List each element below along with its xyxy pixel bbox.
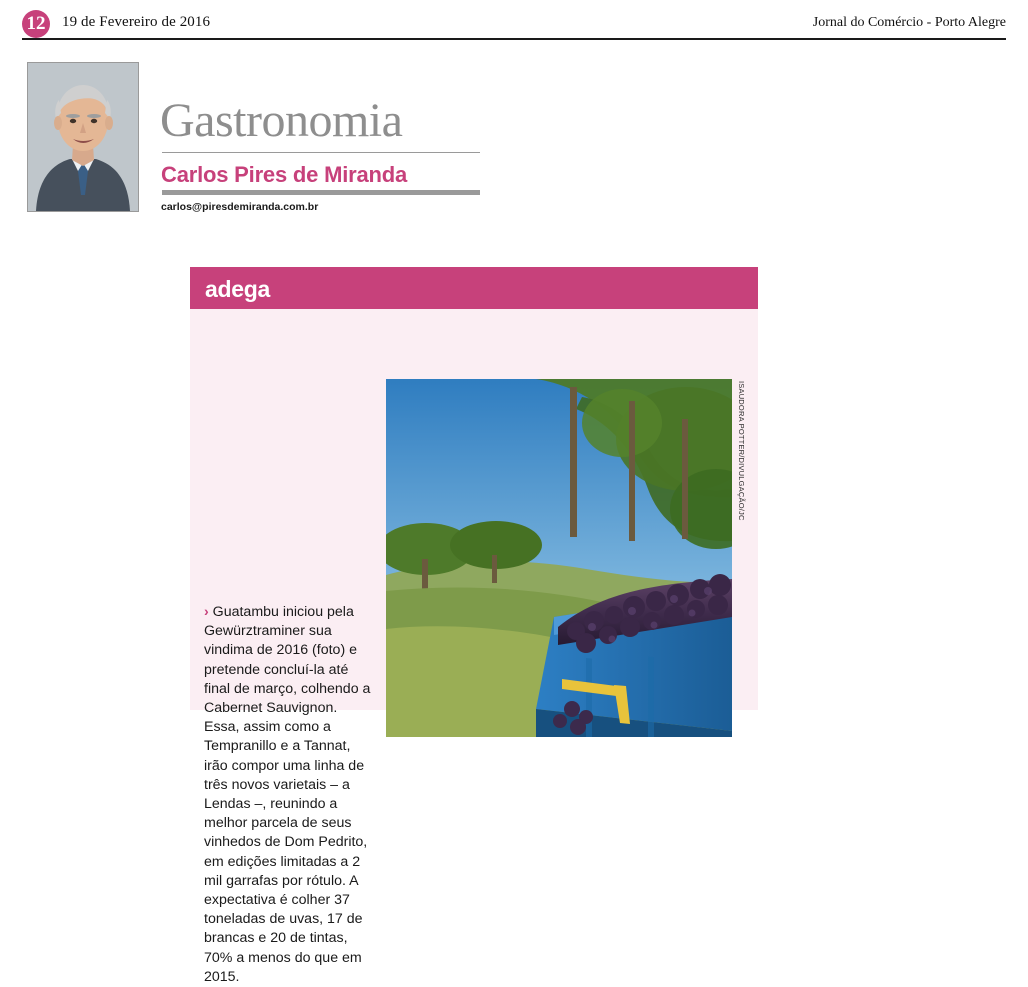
adega-header [190,267,758,309]
title-divider [162,152,480,153]
adega-header-label: adega [205,276,270,302]
author-email[interactable]: carlos@piresdemiranda.com.br [161,201,319,213]
header-divider [22,38,1006,40]
adega-section [190,267,758,985]
vineyard-harvest-image [386,379,732,737]
adega-article-body: Guatambu iniciou pela Gewürztraminer sua vindima de 2016 (foto) e pretende concluí-la até final de março, colhendo a Cabernet Sauvignon. Essa, assim como a Tempranillo e a Tannat, irão compor uma linha de três novos varietais – a Lendas –, reunindo a melhor parcela de seus vinhedos de Dom Pedrito, em edições limitadas a 2 mil garrafas por rótulo. A expectativa é colher 37 toneladas de uvas, 17 de brancas e 20 de tintas, 70% a menos do que em 2015. [204,604,371,985]
adega-body [190,309,758,985]
vineyard-photo [386,379,732,737]
header-publication: Jornal do Comércio - Porto Alegre [812,15,1006,30]
author-divider [162,190,480,195]
photo-credit: ISAUDORA POTTER/DIVULGAÇÃO/JC [737,381,746,521]
columnist-portrait-icon [28,63,138,211]
page-number-badge: 12 [22,10,50,38]
page-header [22,10,1006,40]
columnist-photo [27,62,139,212]
bullet-marker: › [204,604,209,620]
author-name: Carlos Pires de Miranda [161,162,408,187]
page-title: Gastronomia [160,94,403,147]
header-date: 19 de Fevereiro de 2016 [62,14,211,30]
adega-article-text [204,603,376,987]
